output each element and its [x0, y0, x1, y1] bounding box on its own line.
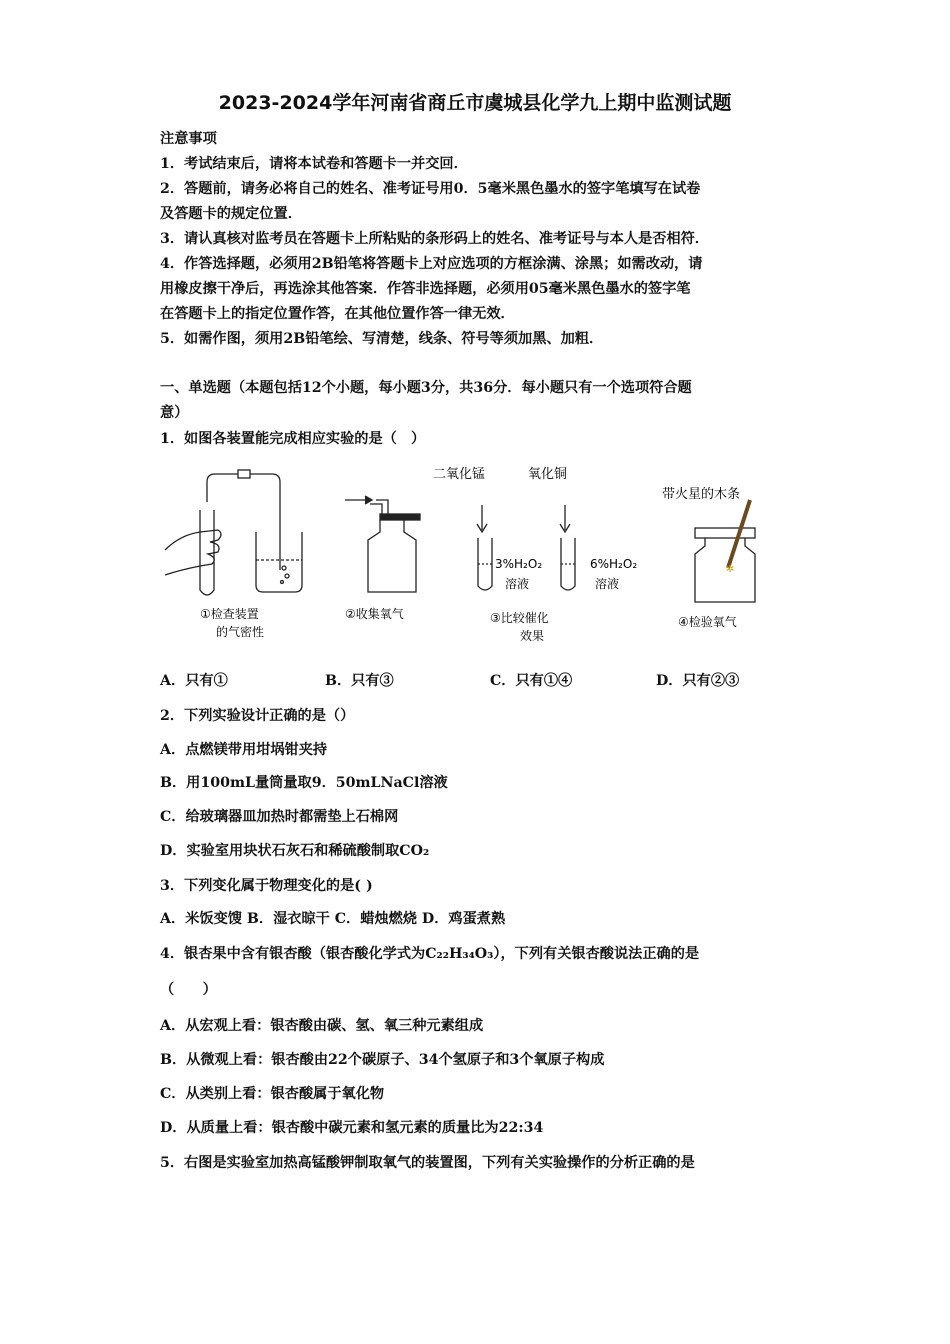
caption-2: ②收集氧气: [345, 607, 404, 621]
q5-stem: 5．右图是实验室加热高锰酸钾制取氧气的装置图，下列有关实验操作的分析正确的是: [160, 1155, 695, 1171]
q2-option-b: B．用100mL量筒量取9．50mLNaCl溶液: [160, 775, 448, 791]
notice-item-2: 2．答题前，请务必将自己的姓名、准考证号用0．5毫米黑色墨水的签字笔填写在试卷: [160, 181, 701, 197]
caption-1b: 的气密性: [216, 625, 265, 639]
notice-item-3: 3．请认真核对监考员在答题卡上所粘贴的条形码上的姓名、准考证号与本人是否相符．: [160, 231, 709, 247]
section-heading-cont: 意）: [160, 405, 189, 421]
q4-option-b: B．从微观上看：银杏酸由22个碳原子、34个氢原子和3个氧原子构成: [160, 1052, 605, 1068]
label-solution-1: 溶液: [505, 577, 530, 591]
notice-item-2-cont: 及答题卡的规定位置．: [160, 206, 302, 222]
caption-3a: ③比较催化: [490, 611, 549, 625]
page-title: 2023-2024学年河南省商丘市虞城县化学九上期中监测试题: [218, 92, 732, 114]
q2-option-d: D．实验室用块状石灰石和稀硫酸制取CO₂: [160, 843, 430, 859]
q1-option-d: D．只有②③: [656, 673, 740, 689]
notice-item-4-cont2: 在答题卡上的指定位置作答，在其他位置作答一律无效．: [160, 306, 515, 322]
notice-item-4-cont: 用橡皮擦干净后，再选涂其他答案．作答非选择题，必须用05毫米黑色墨水的签字笔: [160, 281, 691, 297]
q2-stem: 2．下列实验设计正确的是（）: [160, 708, 355, 724]
q4-stem: 4．银杏果中含有银杏酸（银杏酸化学式为C₂₂H₃₄O₃），下列有关银杏酸说法正确的是: [160, 946, 700, 962]
notice-item-4: 4．作答选择题，必须用2B铅笔将答题卡上对应选项的方框涂满、涂黑；如需改动，请: [160, 256, 703, 272]
label-mno2: 二氧化锰: [433, 467, 486, 482]
notice-item-1: 1．考试结束后，请将本试卷和答题卡一并交回．: [160, 156, 468, 172]
q3-stem: 3．下列变化属于物理变化的是( ): [160, 878, 373, 894]
section-heading: 一、单选题（本题包括12个小题，每小题3分，共36分．每小题只有一个选项符合题: [160, 380, 692, 396]
caption-3b: 效果: [520, 629, 545, 643]
label-glowing-stick: 带火星的木条: [662, 487, 741, 502]
label-h2o2-3: 3%H₂O₂: [495, 557, 543, 571]
label-h2o2-6: 6%H₂O₂: [590, 557, 638, 571]
q3-options: A．米饭变馊 B．湿衣晾干 C．蜡烛燃烧 D．鸡蛋煮熟: [160, 911, 506, 927]
label-cuo: 氧化铜: [528, 467, 568, 482]
caption-1a: ①检查装置: [200, 607, 259, 621]
notice-heading: 注意事项: [160, 131, 217, 147]
q2-option-a: A．点燃镁带用坩埚钳夹持: [160, 742, 328, 758]
q1-option-c: C．只有①④: [490, 673, 573, 689]
q1-figure: [160, 460, 800, 650]
q4-stem-cont: （ ）: [160, 982, 217, 998]
label-solution-2: 溶液: [595, 577, 620, 591]
q4-option-d: D．从质量上看：银杏酸中碳元素和氢元素的质量比为22:34: [160, 1120, 544, 1136]
notice-item-5: 5．如需作图，须用2B铅笔绘、写清楚，线条、符号等须加黑、加粗．: [160, 331, 604, 347]
q1-option-a: A．只有①: [160, 673, 228, 689]
caption-4: ④检验氧气: [678, 615, 737, 629]
q4-option-a: A．从宏观上看：银杏酸由碳、氢、氧三种元素组成: [160, 1018, 484, 1034]
q1-stem: 1．如图各装置能完成相应实验的是（ ）: [160, 431, 426, 447]
q1-option-b: B．只有③: [325, 673, 394, 689]
q2-option-c: C．给玻璃器皿加热时都需垫上石棉网: [160, 809, 399, 825]
spark-icon: ✲: [726, 564, 735, 575]
q4-option-c: C．从类别上看：银杏酸属于氧化物: [160, 1086, 385, 1102]
